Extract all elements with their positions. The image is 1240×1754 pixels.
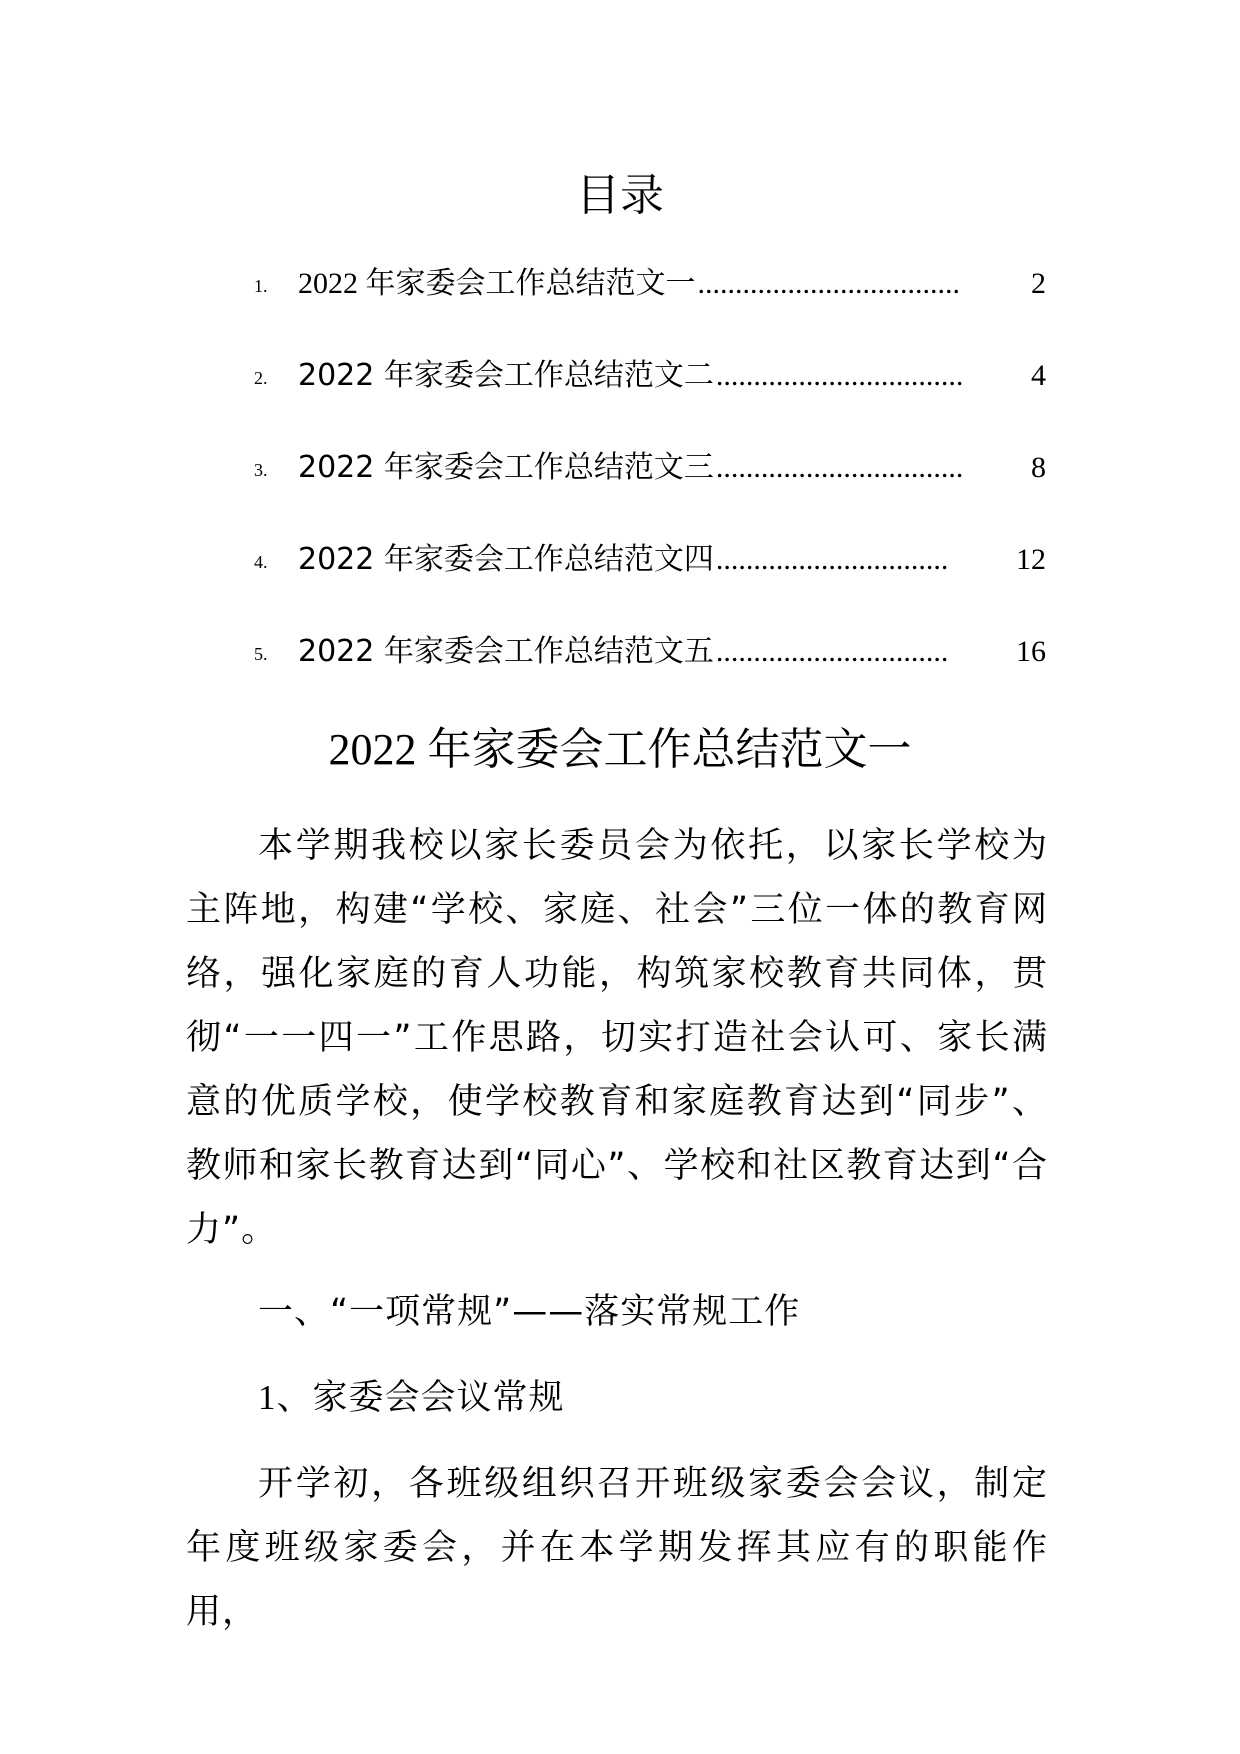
toc-entry-4[interactable] xyxy=(254,538,1046,630)
toc-entry-number: 3. xyxy=(254,460,268,480)
toc-entry-1[interactable] xyxy=(254,262,1046,354)
toc-entry-page: 4 xyxy=(1031,359,1046,392)
toc-entry-3[interactable] xyxy=(254,446,1046,538)
toc-leader-dots: ................................. xyxy=(715,359,964,392)
toc-entry-page: 12 xyxy=(1016,543,1046,576)
toc-title: 目录 xyxy=(576,170,664,221)
toc-entry-text: 2022 年家委会工作总结范文四 xyxy=(298,542,714,577)
toc-leader-dots: ............................... xyxy=(715,635,949,668)
toc-entry-page: 16 xyxy=(1016,635,1046,668)
toc-entry-text: 2022 年家委会工作总结范文五 xyxy=(298,634,714,669)
toc-entry-text: 2022 年家委会工作总结范文二 xyxy=(298,358,714,393)
toc-leader-dots: ................................. xyxy=(715,451,964,484)
body-paragraph: 开学初，各班级组织召开班级家委会会议，制定年度班级家委会，并在本学期发挥其应有的职能作用， xyxy=(186,1464,1048,1632)
toc-entry-line xyxy=(298,630,1046,674)
toc-entry-line xyxy=(298,354,1046,398)
toc-entry-2[interactable] xyxy=(254,354,1046,446)
toc-entry-number: 4. xyxy=(254,552,268,572)
toc-leader-dots: ................................... xyxy=(697,267,960,300)
toc-entry-line xyxy=(298,538,1046,582)
article-title: 2022 年家委会工作总结范文一 xyxy=(328,725,912,774)
toc-entry-5[interactable] xyxy=(254,630,1046,722)
subsection-text: 、家委会会议常规 xyxy=(276,1378,565,1418)
toc-entry-number: 5. xyxy=(254,644,268,664)
toc-entry-text: 2022 年家委会工作总结范文一 xyxy=(298,267,696,300)
section-heading: 一、“一项常规”——落实常规工作 xyxy=(258,1292,801,1332)
subsection-heading xyxy=(258,1366,1058,1430)
toc-entry-line xyxy=(298,446,1046,490)
toc-entry-page: 2 xyxy=(1031,267,1046,300)
toc-entry-line xyxy=(298,262,1046,306)
subsection-number: 1 xyxy=(258,1378,277,1417)
toc-entry-page: 8 xyxy=(1031,451,1046,484)
toc-entry-number: 2. xyxy=(254,368,268,388)
toc-entry-number: 1. xyxy=(254,276,268,296)
toc-list xyxy=(254,262,1046,722)
toc-leader-dots: ............................... xyxy=(715,543,949,576)
toc-entry-text: 2022 年家委会工作总结范文三 xyxy=(298,450,714,485)
intro-paragraph: 本学期我校以家长委员会为依托，以家长学校为主阵地，构建“学校、家庭、社会”三位一体的教育网络，强化家庭的育人功能，构筑家校教育共同体，贯彻“一一四一”工作思路，切实打造社会认可、家长满意的优质学校，使学校教育和家庭教育达到“同步”、教师和家长教育达到“同心”、学校和社区教育达到“合力”。 xyxy=(186,826,1048,1250)
